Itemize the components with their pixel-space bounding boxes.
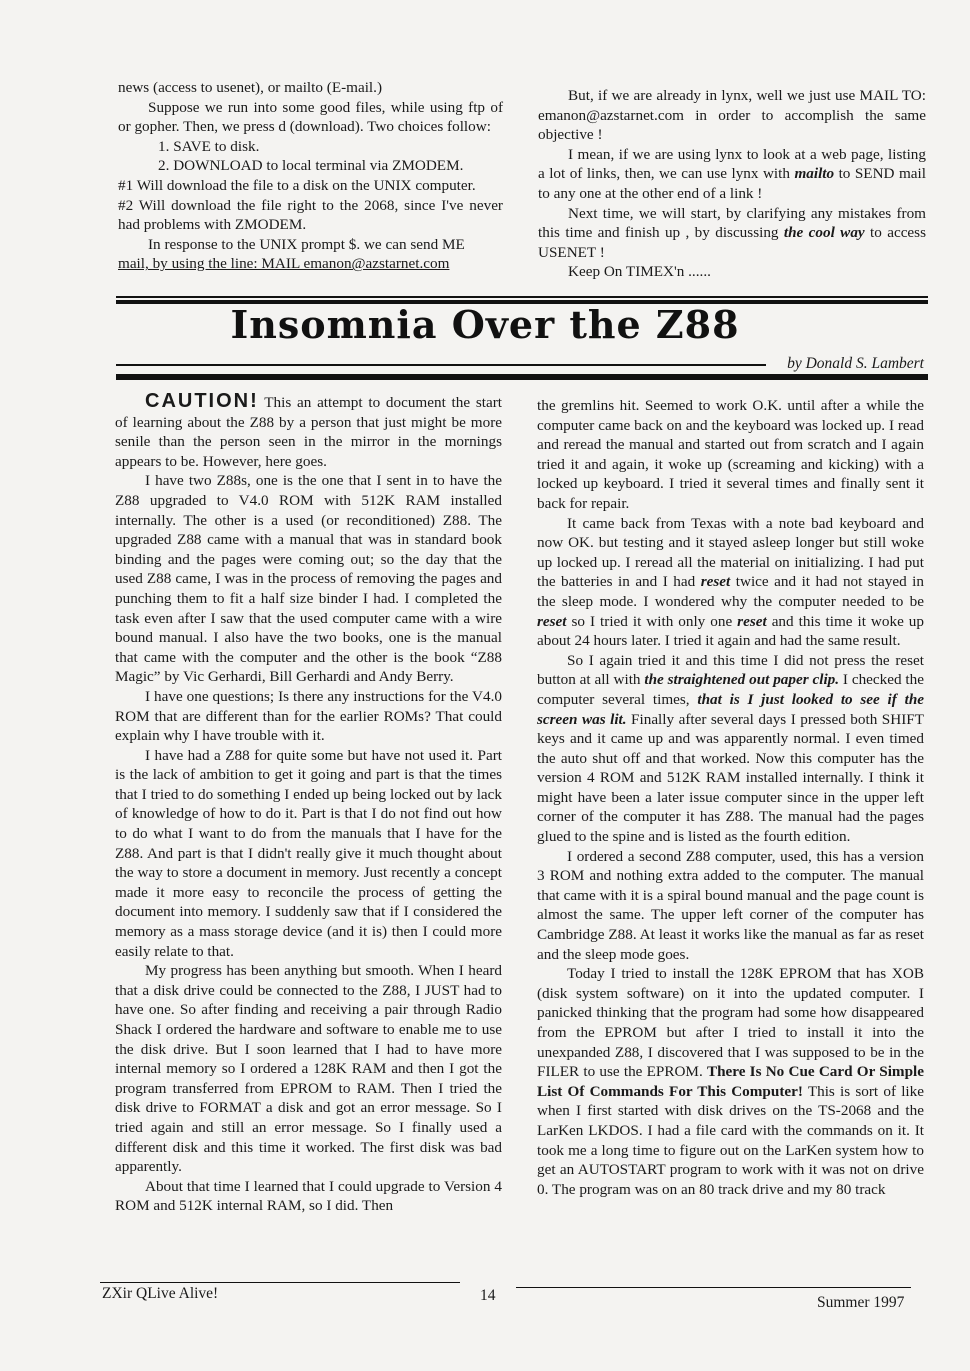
paragraph: I have two Z88s, one is the one that I sent in to have the Z88 upgraded to V4.0 ROM with 512K RAM installed internally. The other is a used (or reconditioned) Z88. The upgraded Z88 came with a manual that was in standard book binding and the pages were coming out; so the day that the used Z88 came, I was in the process of removing the pages and punching them to fit a half size binder I had. I completed the task even after I saw that the used computer came with a wire bound manual. I also have the two books, one is the manual that came with the computer and the other is the book “Z88 Magic” by Vic Gerhardi, Bill Gerhardi and Andy Berry.: [115, 472, 502, 686]
paragraph: I ordered a second Z88 computer, used, this has a version 3 ROM and nothing extra added to the computer. The manual that came with it is a spiral bound manual and the page count is almost the same. The upper left corner of the computer has Cambridge Z88. At least it works like the manual as far as reset and the sleep mode goes.: [537, 847, 924, 963]
paragraph: mail, by using the line: MAIL emanon@azstarnet.com: [118, 255, 450, 273]
article-title: Insomnia Over the Z88: [230, 302, 740, 347]
divider-thin: [116, 364, 766, 366]
paragraph: I mean, if we are using lynx to look at a web page, listing a lot of links, then, we can use lynx with mailto to SEND mail to any one at the other end of a link !: [538, 145, 926, 202]
paragraph: I have one questions; Is there any instructions for the V4.0 ROM that are different than for the earlier ROMs? That could explain why I have trouble with it.: [115, 687, 502, 745]
footer-rule: [516, 1287, 911, 1288]
sign-off: Keep On TIMEX'n ......: [568, 263, 711, 281]
paragraph: But, if we are already in lynx, well we just use MAIL TO: emanon@azstarnet.com in order to accomplish the same objective !: [538, 87, 926, 144]
top-right-column: [538, 86, 926, 282]
paragraph: My progress has been anything but smooth. When I heard that a disk drive could be connected to the Z88, I JUST had to have one. So after finding and receiving a pair through Radio Shack I ordered the hardware and software to enable me to use the disk drive. But I soon learned that I had to have more internal memory so I ordered a 128K RAM and then I got the program transferred from EPROM to RAM. Then I tried the disk drive to FORMAT a disk and got an error message. So I tried again and still an error message. So I finally used a different disk and this time it worked. The first disk was bad apparently.: [115, 962, 502, 1176]
paragraph: I have had a Z88 for quite some but have not used it. Part is the lack of ambition to get it going and part is that the times that I tried to do something I ended up being locked out by lack of knowledge of how to do it. Part is that I do not find out how to do what I want to do from the manuals that I have for the Z88. And part is that I didn't really give it much thought about the way to store a document in memory. Just recently a concept made it more easy to reconcile the process of getting the document into memory. I suddenly saw that if I considered the memory as a mass storage device (and it is) then I could more easily relate to that.: [115, 746, 502, 960]
footer-publication: ZXir QLive Alive!: [102, 1285, 219, 1302]
paragraph: 1. SAVE to disk.: [158, 137, 260, 155]
article-right-column: [537, 396, 924, 1199]
paragraph: Today I tried to install the 128K EPROM that has XOB (disk system software) on it into the updated computer. I panicked thinking that the program had some how disappeared from the EPROM but after I tried to install it into the unexpanded Z88, I discovered that I was supposed to be in the FILER to use the EPROM. There Is No Cue Card Or Simple List Of Commands For This Computer! This is sort of like when I first started with disk drives on the TS-2068 and the LarKen LKDOS. I had a file card with the commands on it. It took me a long time to figure out on the LarKen system how to get an AUTOSTART program to work with it was not on drive 0. The program was on an 80 track drive and my 80 track: [537, 965, 924, 1198]
page-number: 14: [480, 1287, 496, 1304]
paragraph: It came back from Texas with a note bad keyboard and now OK. but testing and it stayed asleep longer but still woke up locked up. I reread all the material on initializing. I had put the batteries in and I had reset twice and it had not stayed in the sleep mode. I wondered why the computer needed to be reset so I tried it with only one reset and this time it woke up about 24 hours later. I tried it again and had the same result.: [537, 514, 924, 650]
article-left-column: [115, 392, 502, 1216]
caution-heading: CAUTION!: [145, 390, 259, 412]
paragraph: #2 Will download the file right to the 2068, since I've never had problems with ZMODEM.: [118, 196, 503, 234]
footer-issue: Summer 1997: [817, 1294, 905, 1311]
paragraph: the gremlins hit. Seemed to work O.K. until after a while the computer came back on and the keyboard was locked up. I read and reread the manual and started out from scratch and I again tried it and again, it woke up (screaming and kicking) with a locked up keyboard. I tried it several times and finally sent it back for repair.: [537, 397, 924, 512]
paragraph: So I again tried it and this time I did not press the reset button at all with the straightened out paper clip. I checked the computer several times, that is I just looked to see if the screen was lit. Finally after several days I pressed both SHIFT keys and it came up and was apparently normal. I even timed the auto shut off and that worked. Now this computer has the version 4 ROM and 512K RAM installed internally. I think it might have been a later issue computer since in the upper left corner of the computer it has Z88. The manual had the pages glued to the spine and is listed as the fourth edition.: [537, 651, 925, 846]
footer-rule: [100, 1282, 460, 1283]
paragraph: #1 Will download the file to a disk on the UNIX computer.: [118, 176, 476, 194]
divider-thick: [116, 374, 928, 380]
emphasis: mailto: [794, 165, 835, 183]
paragraph: In response to the UNIX prompt $. we can send ME: [148, 235, 465, 253]
byline: by Donald S. Lambert: [787, 355, 924, 372]
top-left-column: [118, 78, 503, 274]
paragraph: news (access to usenet), or mailto (E-mail.): [118, 79, 383, 96]
paragraph: CAUTION! This an attempt to document the start of learning about the Z88 by a person that just might be more senile than the person seen in the mirror in the mornings appears to be. However, here goes.: [115, 390, 502, 470]
paragraph: 2. DOWNLOAD to local terminal via ZMODEM.: [158, 157, 464, 175]
paragraph: About that time I learned that I could upgrade to Version 4 ROM and 512K internal RAM, so I did. Then: [115, 1177, 502, 1215]
paragraph: Suppose we run into some good files, while using ftp of or gopher. Then, we press d (download). Two choices follow:: [118, 98, 503, 136]
paragraph: Next time, we will start, by clarifying any mistakes from this time and finish up , by discussing the cool way to access USENET !: [538, 204, 926, 261]
divider-thin: [116, 296, 928, 298]
emphasis: the cool way: [783, 224, 865, 242]
